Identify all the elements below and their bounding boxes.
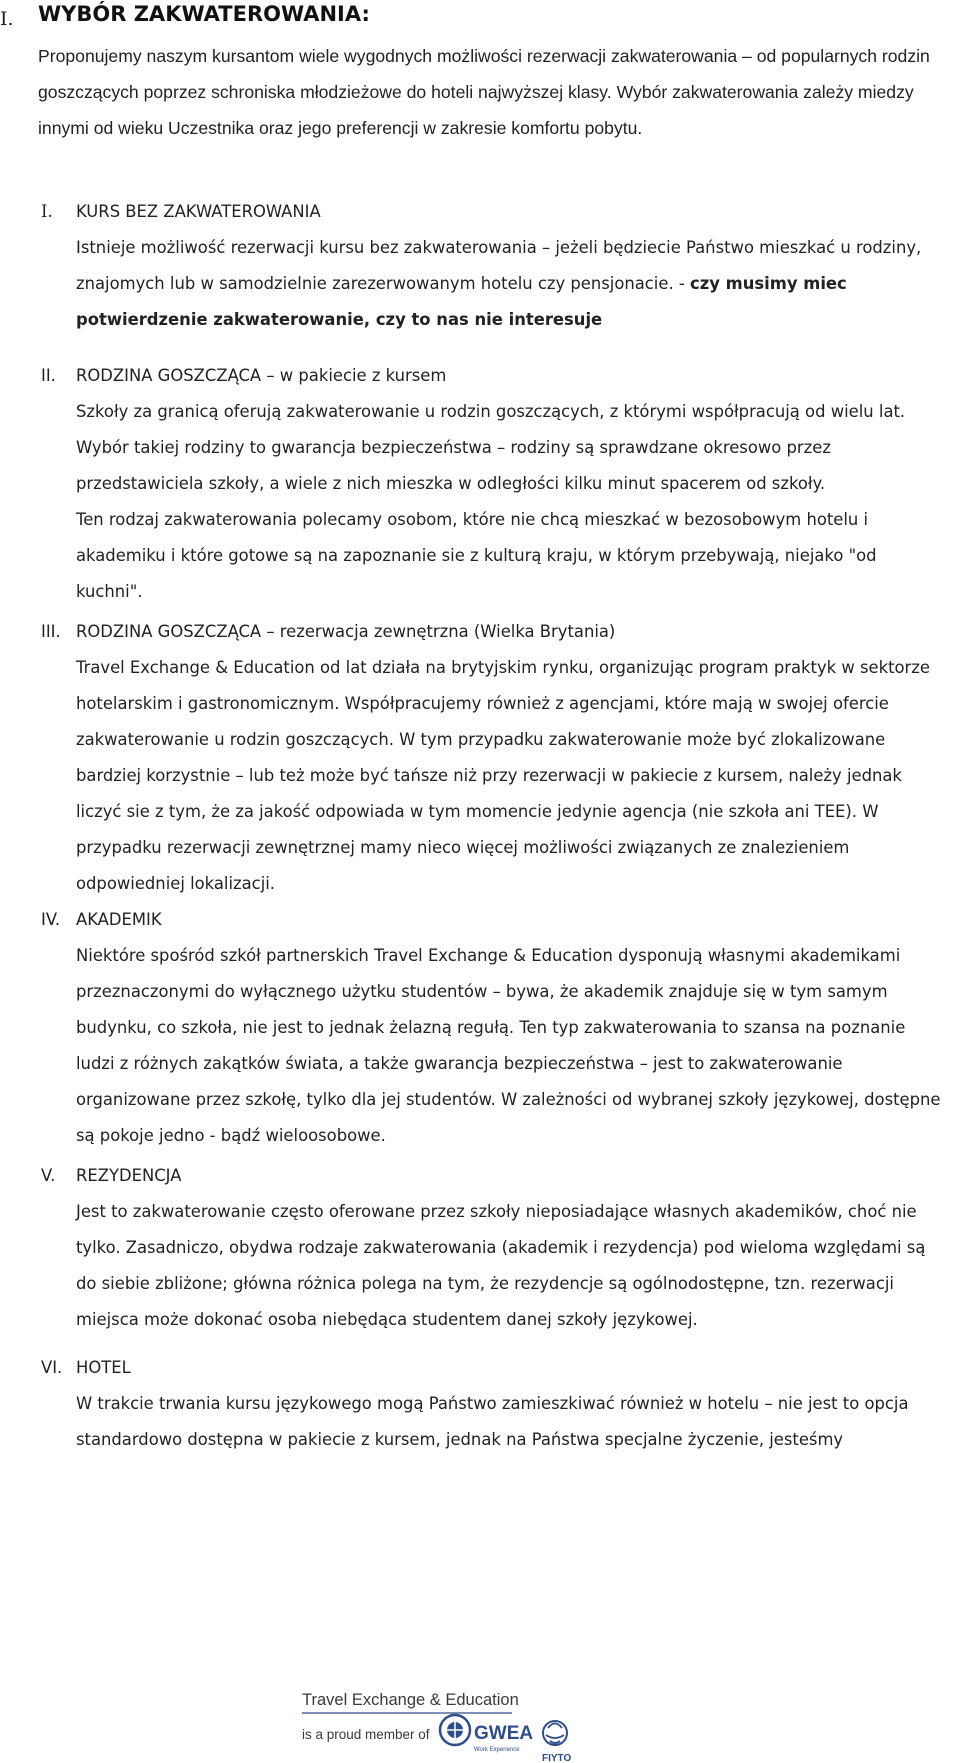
section-body-bold-note: czy musimy miec potwierdzenie zakwaterowanie, czy to nas nie interesuje (76, 274, 847, 329)
section-body: Jest to zakwaterowanie często oferowane przez szkoły nieposiadające własnych akademików, choć nie tylko. Zasadniczo, obydwa rodzaje zakwaterowania (akademik i rezydencja) pod wieloma względami są do siebie zbliżone; główna różnica polega na tym, że rezydencje są ogólnodostępne, tzn. rezerwacji miejsca może dokonać osoba niebędąca studentem danej szkoły językowej. (76, 1202, 926, 1329)
fiyto-logo-text: FIYTO (542, 1753, 572, 1763)
section-number: IV. (41, 910, 61, 929)
section-number: II. (41, 366, 56, 385)
footer-brand-text: Travel Exchange & Education (302, 1691, 519, 1709)
section-body: Niektóre spośród szkół partnerskich Travel Exchange & Education dysponują własnymi akademikami przeznaczonymi do wyłącznego użytku studentów – bywa, że akademik znajduje się w tym samym budynku, co szkoła, nie jest to jednak żelazną regułą. Ten typ zakwaterowania to szansa na poznanie ludzi z różnych zakątków świata, a także gwarancja bezpieczeństwa – jest to zakwaterowanie organizowane przez szkołę, tylko dla jej studentów. W zależności od wybranej szkoły językowej, dostępne są pokoje jedno - bądź wieloosobowe. (76, 946, 941, 1145)
section-body: Travel Exchange & Education od lat działa na brytyjskim rynku, organizując program praktyk w sektorze hotelarskim i gastronomicznym. Współpracujemy również z agencjami, które mają w swojej ofercie zakwaterowanie u rodzin goszczących. W tym przypadku zakwaterowanie może być zlokalizowane bardziej korzystnie – lub też może być tańsze niż przy rezerwacji w pakiecie z kursem, należy jednak liczyć sie z tym, że za jakość odpowiada w tym momencie jedynie agencja (nie szkoła ani TEE). W przypadku rezerwacji zewnętrznej mamy nieco więcej możliwości związanych ze znalezieniem odpowiedniej lokalizacji. (76, 658, 930, 893)
gwea-logo-subtext: Work Experience (474, 1747, 520, 1753)
section-body (76, 230, 946, 338)
section-number: III. (41, 622, 61, 641)
main-heading-number: I. (0, 8, 14, 30)
footer-logo (300, 1683, 630, 1763)
section-title: KURS BEZ ZAKWATEROWANIA (76, 202, 321, 221)
section-body-text: Istnieje możliwość rezerwacji kursu bez zakwaterowania – jeżeli będziecie Państwo mieszkać u rodziny, znajomych lub w samodzielnie zarezerwowanym hotelu czy pensjonacie. - (76, 238, 922, 293)
section-body-paragraph: Szkoły za granicą oferują zakwaterowanie u rodzin goszczących, z którymi współpracują od wielu lat. Wybór takiej rodziny to gwarancja bezpieczeństwa – rodziny są sprawdzane okresowo przez przedstawiciela szkoły, a wiele z nich mieszka w odległości kilku minut spacerem od szkoły. (76, 402, 906, 493)
section-title: HOTEL (76, 1358, 131, 1377)
fiyto-logo-icon (543, 1721, 567, 1745)
section-number: V. (41, 1166, 56, 1185)
section-body: W trakcie trwania kursu językowego mogą Państwo zamieszkiwać również w hotelu – nie jest to opcja standardowo dostępna w pakiecie z kursem, jednak na Państwa specjalne życzenie, jesteśmy (76, 1394, 909, 1449)
section-body-paragraph: Ten rodzaj zakwaterowania polecamy osobom, które nie chcą mieszkać w bezosobowym hotelu i akademiku i które gotowe są na zapoznanie sie z kulturą kraju, w którym przebywają, niejako "od kuchni". (76, 510, 877, 601)
gwea-logo-icon (440, 1715, 470, 1745)
section-body (76, 394, 946, 610)
section-title: RODZINA GOSZCZĄCA – w pakiecie z kursem (76, 366, 447, 385)
section-title: REZYDENCJA (76, 1166, 182, 1185)
section-title: AKADEMIK (76, 910, 162, 929)
section-title: RODZINA GOSZCZĄCA – rezerwacja zewnętrzna (Wielka Brytania) (76, 622, 616, 641)
section-number: VI. (41, 1358, 63, 1377)
section-number: I. (41, 202, 53, 221)
gwea-logo-text: GWEA (474, 1723, 534, 1744)
intro-paragraph: Proponujemy naszym kursantom wiele wygodnych możliwości rezerwacji zakwaterowania – od popularnych rodzin goszczących poprzez schroniska młodzieżowe do hoteli najwyższej klasy. Wybór zakwaterowania zależy miedzy innymi od wieku Uczestnika oraz jego preferencji w zakresie komfortu pobytu. (38, 46, 930, 138)
main-heading-title: WYBÓR ZAKWATEROWANIA: (38, 2, 370, 26)
footer-tagline-text: is a proud member of (302, 1727, 430, 1742)
